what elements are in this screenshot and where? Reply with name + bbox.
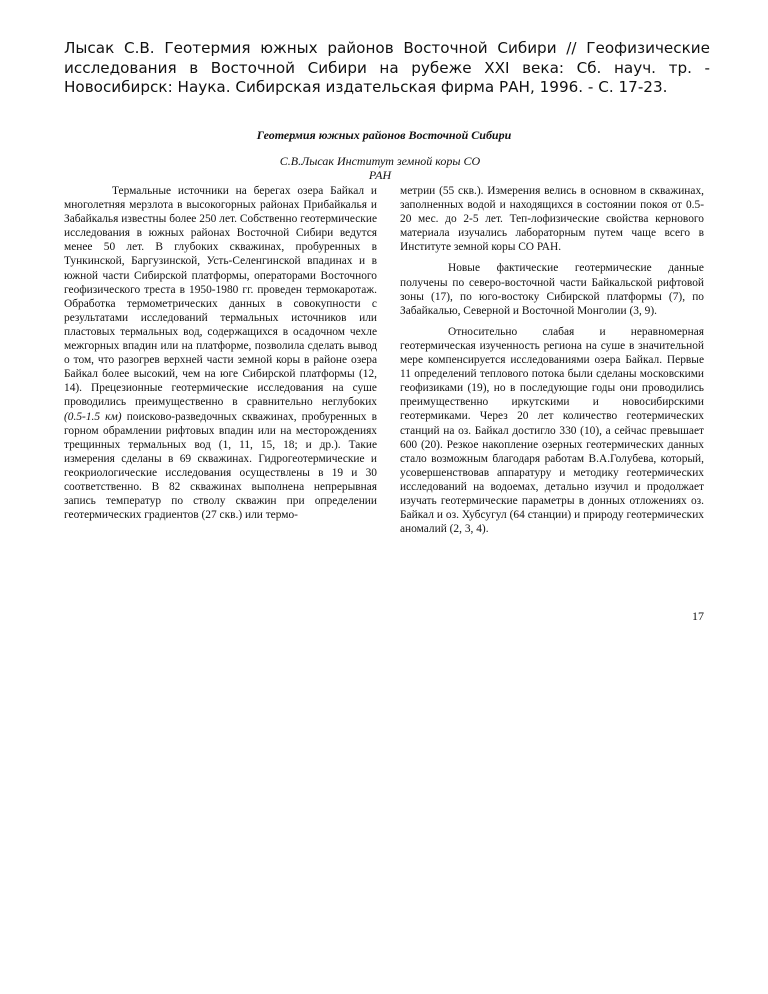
text-column-right xyxy=(400,184,704,543)
paragraph-text: Термальные источники на берегах озера Байкал и многолетняя мерзлота в высокогорных районах Прибайкалья и Забайкалья известны более 250 лет. Собственно геотермические исследования в южных районах Восточной Сибири ведутся менее 50 лет. В глубоких скважинах, пробуренных в Тункинской, Баргузинской, Усть-Селенгинской впадинах и в южной части Сибирской платформы, операторами Восточного геофизического треста в 1950-1980 гг. проведен термокаротаж. Обработка термометрических данных в совокупности с результатами исследований термальных источников или пластовых термальных вод, содержащихся в осадочном чехле межгорных впадин или на платформе, позволила сделать вывод о том, что разогрев верхней части земной коры в районе озера Байкал более высокий, чем на юге Сибирской платформы (12, 14). Прецезионные геотермические исследования на суше проводились преимущественно в сравнительно неглубоких xyxy=(64,185,377,409)
paragraph xyxy=(64,184,377,522)
text-column-left xyxy=(64,184,377,529)
paragraph: Новые фактические геотермические данные получены по северо-восточной части Байкальской рифтовой зоны (17), по юго-востоку Сибирской платформы (7), по Забайкалью, Северной и Восточной Монголии (3, 9). xyxy=(400,262,704,317)
paragraph: Относительно слабая и неравномерная геотермическая изученность региона на суше в значительной мере компенсируется исследованиями озера Байкал. Первые 11 определений теплового потока были сделаны московскими геофизиками (19), но в последующие годы они проводились преимущественно иркутскими и новосибирскими геотермиками. Через 20 лет количество геотермических станций на оз. Байкал достигло 330 (10), а сейчас превышает 600 (20). Резкое накопление озерных геотермических данных стало возможным благодаря работам В.А.Голубева, который, усовершенствовав аппаратуру и методику геотермических исследований на водоемах, детально изучил и продолжает изучать геотермические параметры в донных отложениях оз. Байкал и оз. Хубсугул (64 станции) и природу геотермических аномалий (2, 3, 4). xyxy=(400,325,704,536)
article-title: Геотермия южных районов Восточной Сибири xyxy=(256,128,512,142)
page-number: 17 xyxy=(692,609,704,623)
bibliographic-citation: Лысак С.В. Геотермия южных районов Восточной Сибири // Геофизические исследования в Восточной Сибири на рубеже XXI века: Сб. науч. тр. - Новосибирск: Наука. Сибирская издательская фирма РАН, 1996. - С. 17-23. xyxy=(64,39,710,96)
depth-range: (0.5-1.5 км) xyxy=(64,410,122,423)
paragraph-text: поисково-разведочных скважинах, пробуренных в горном обрамлении рифтовых впадин или на месторождениях трещинных термальных вод (1, 11, 15, 18; и др.). Такие измерения сделаны в 69 скважинах. Гидрогеотермические и геокриологические исследования осуществлены в 19 и 30 соответственно. В 82 скважинах выполнена непрерывная запись температур по стволу скважин при определении геотермических градиентов (27 скв.) или термо- xyxy=(64,410,377,522)
paragraph: метрии (55 скв.). Измерения велись в основном в скважинах, заполненных водой и находящихся в состоянии покоя от 0.5-20 мес. до 2-5 лет. Теп-лофизические свойства кернового материала изучались лабораторным путем чаще всего в Институте земной коры СО РАН. xyxy=(400,185,704,254)
article-authors: С.В.Лысак Институт земной коры СО РАН xyxy=(279,154,481,182)
